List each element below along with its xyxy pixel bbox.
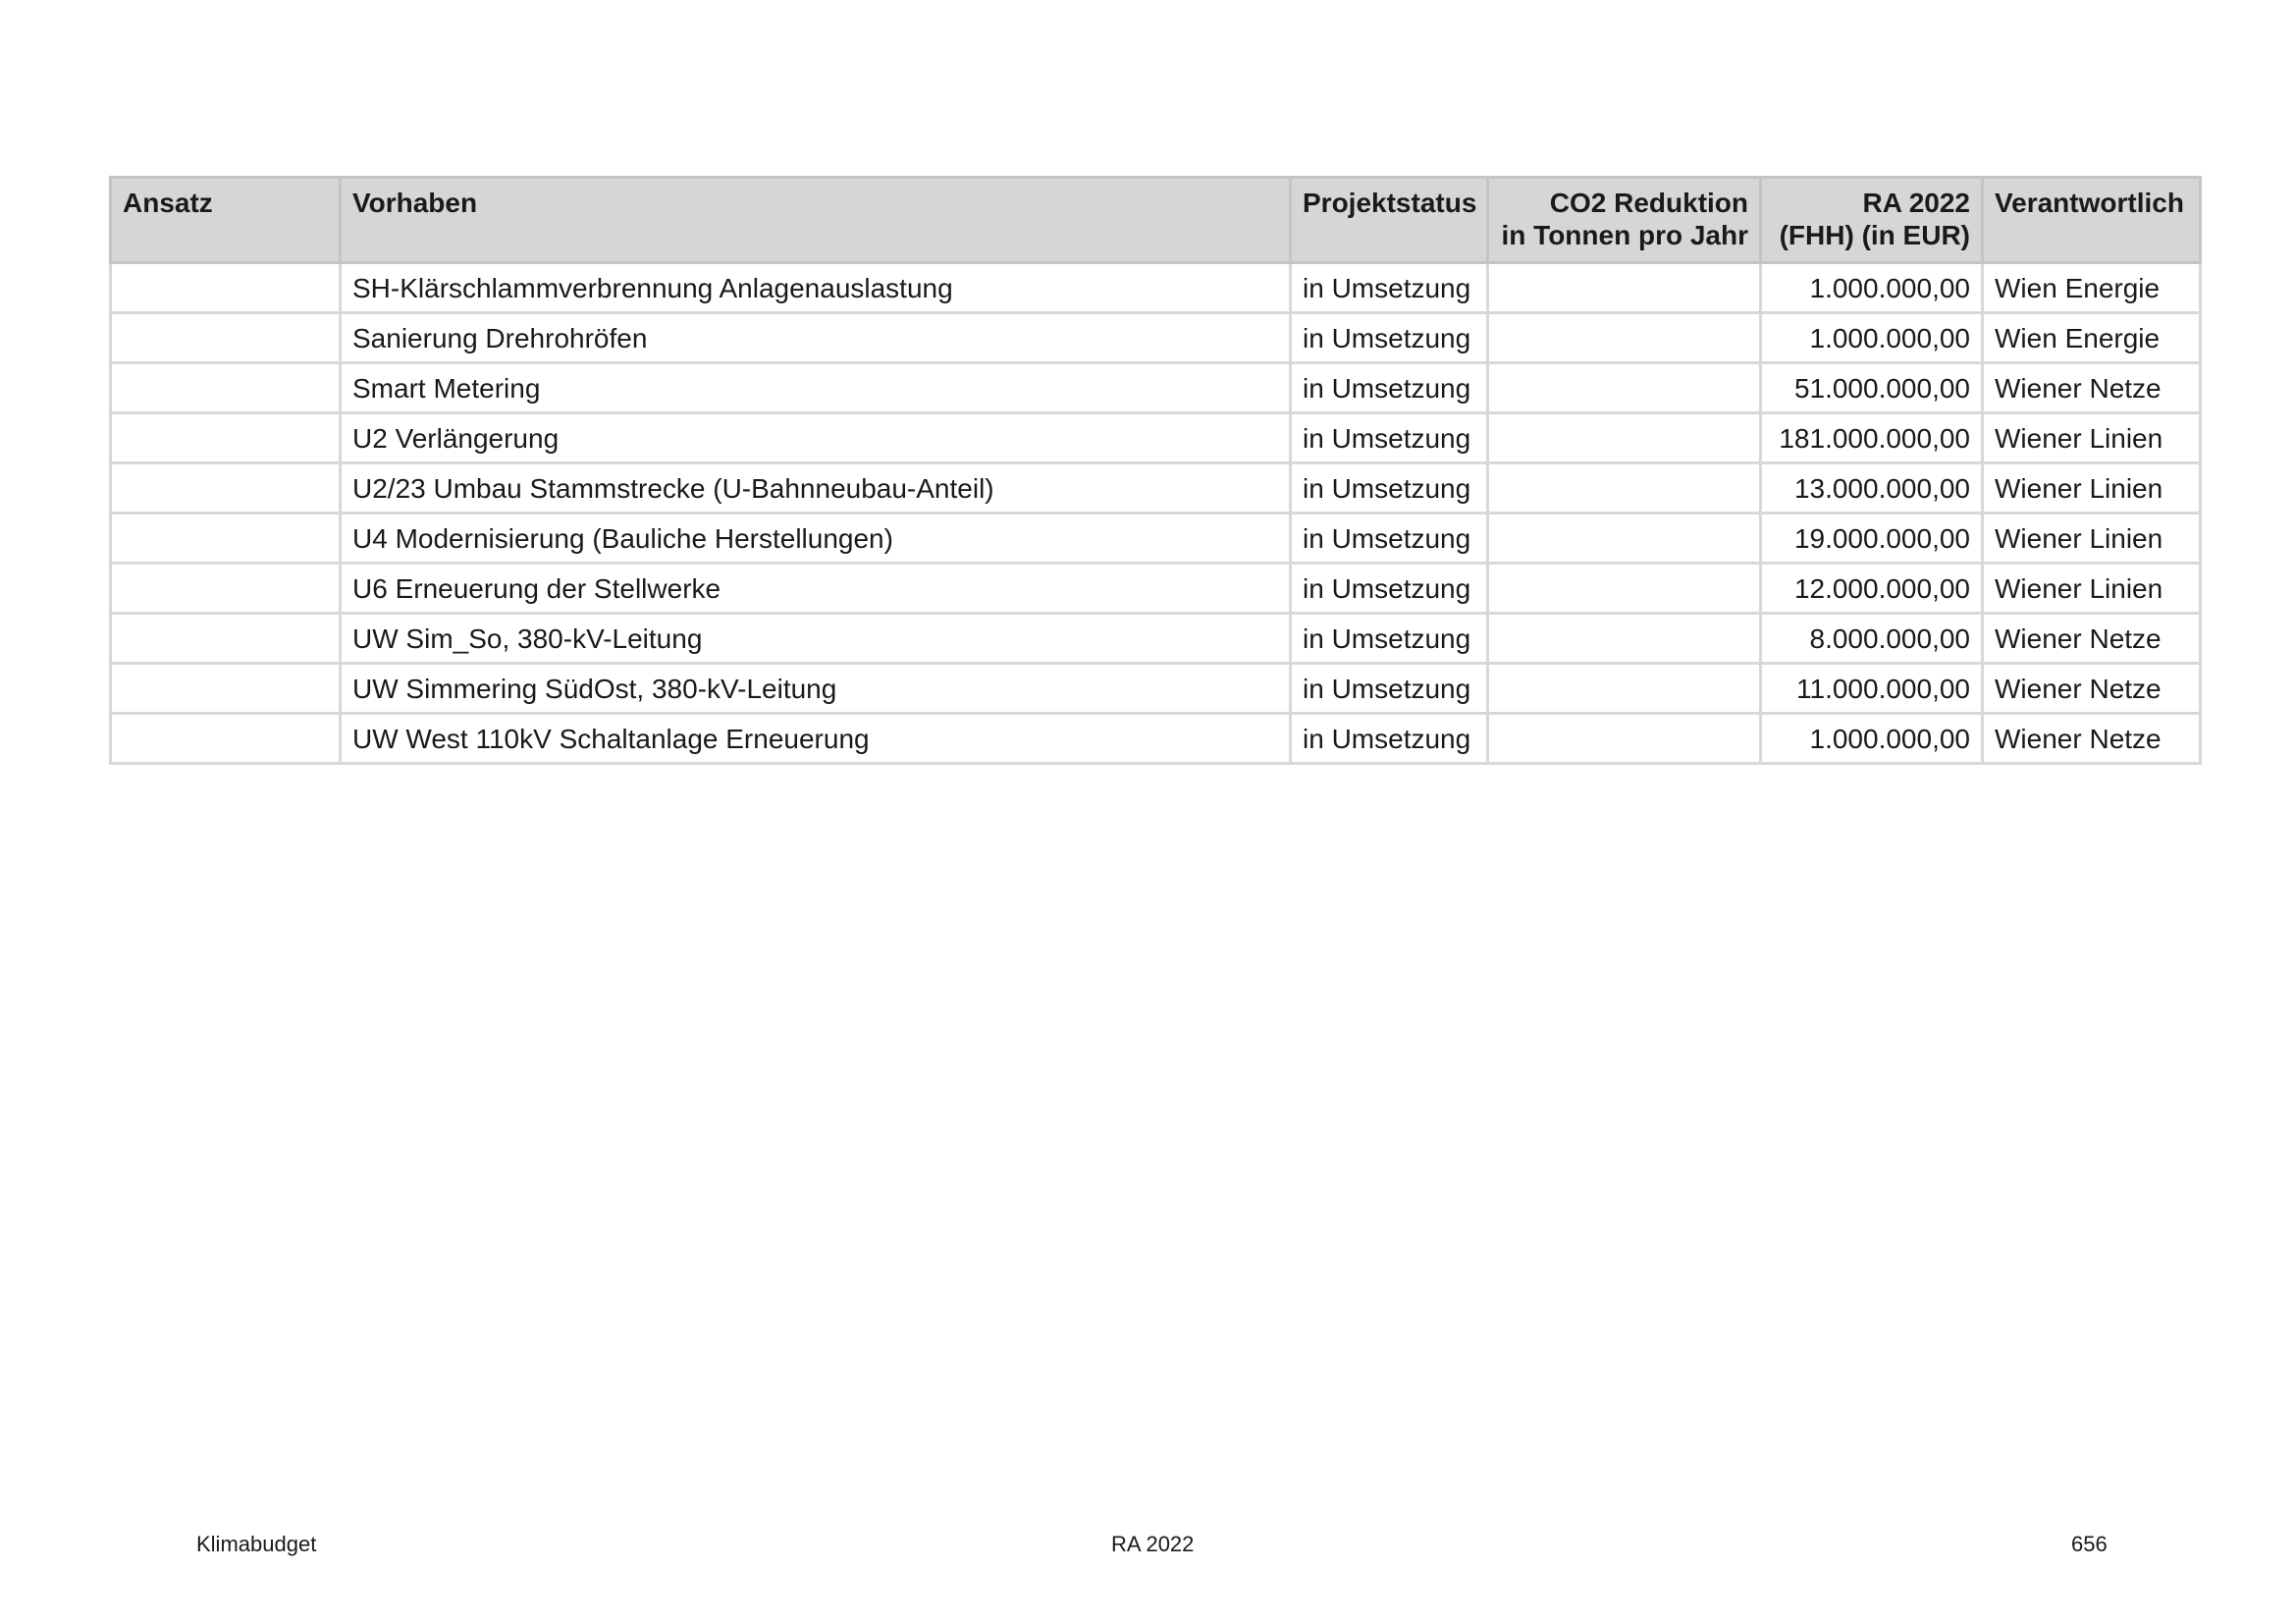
cell-vorhaben: Sanierung Drehrohröfen <box>341 313 1291 363</box>
cell-ra: 51.000.000,00 <box>1761 363 1983 413</box>
cell-ansatz <box>111 714 341 764</box>
cell-vorhaben: SH-Klärschlammverbrennung Anlagenauslastung <box>341 263 1291 313</box>
table-row <box>111 714 2201 764</box>
table-header-row <box>111 178 2201 263</box>
header-co2-line1: CO2 Reduktion <box>1549 188 1748 218</box>
cell-vorhaben: U2/23 Umbau Stammstrecke (U-Bahnneubau-Anteil) <box>341 463 1291 514</box>
cell-status: in Umsetzung <box>1291 564 1488 614</box>
cell-ra: 181.000.000,00 <box>1761 413 1983 463</box>
table-row <box>111 263 2201 313</box>
cell-ra: 1.000.000,00 <box>1761 263 1983 313</box>
cell-status: in Umsetzung <box>1291 614 1488 664</box>
cell-co2 <box>1488 413 1761 463</box>
header-ra-line2: (FHH) (in EUR) <box>1779 220 1970 250</box>
cell-verantwortlich: Wien Energie <box>1983 263 2201 313</box>
cell-status: in Umsetzung <box>1291 313 1488 363</box>
cell-ra: 19.000.000,00 <box>1761 514 1983 564</box>
cell-co2 <box>1488 564 1761 614</box>
cell-status: in Umsetzung <box>1291 664 1488 714</box>
cell-ra: 1.000.000,00 <box>1761 714 1983 764</box>
cell-status: in Umsetzung <box>1291 514 1488 564</box>
cell-verantwortlich: Wiener Linien <box>1983 564 2201 614</box>
header-ra-2022 <box>1761 178 1983 263</box>
cell-vorhaben: UW Simmering SüdOst, 380-kV-Leitung <box>341 664 1291 714</box>
cell-vorhaben: Smart Metering <box>341 363 1291 413</box>
cell-ra: 8.000.000,00 <box>1761 614 1983 664</box>
header-co2-line2: in Tonnen pro Jahr <box>1501 220 1748 250</box>
cell-verantwortlich: Wien Energie <box>1983 313 2201 363</box>
cell-ansatz <box>111 413 341 463</box>
cell-co2 <box>1488 614 1761 664</box>
cell-status: in Umsetzung <box>1291 263 1488 313</box>
cell-status: in Umsetzung <box>1291 413 1488 463</box>
cell-vorhaben: UW West 110kV Schaltanlage Erneuerung <box>341 714 1291 764</box>
table-row <box>111 664 2201 714</box>
cell-ra: 11.000.000,00 <box>1761 664 1983 714</box>
cell-ra: 12.000.000,00 <box>1761 564 1983 614</box>
footer-page-number: 656 <box>2071 1532 2108 1556</box>
table-row <box>111 463 2201 514</box>
cell-co2 <box>1488 664 1761 714</box>
cell-ansatz <box>111 263 341 313</box>
cell-verantwortlich: Wiener Netze <box>1983 614 2201 664</box>
cell-co2 <box>1488 313 1761 363</box>
table-row <box>111 514 2201 564</box>
cell-ra: 1.000.000,00 <box>1761 313 1983 363</box>
cell-co2 <box>1488 714 1761 764</box>
table-row <box>111 564 2201 614</box>
cell-co2 <box>1488 363 1761 413</box>
cell-vorhaben: UW Sim_So, 380-kV-Leitung <box>341 614 1291 664</box>
header-co2-reduktion <box>1488 178 1761 263</box>
cell-co2 <box>1488 263 1761 313</box>
table-row <box>111 363 2201 413</box>
cell-verantwortlich: Wiener Netze <box>1983 714 2201 764</box>
cell-verantwortlich: Wiener Linien <box>1983 514 2201 564</box>
cell-vorhaben: U6 Erneuerung der Stellwerke <box>341 564 1291 614</box>
cell-ansatz <box>111 514 341 564</box>
cell-ansatz <box>111 614 341 664</box>
footer-report-title: RA 2022 <box>1111 1532 1195 1556</box>
cell-co2 <box>1488 514 1761 564</box>
cell-status: in Umsetzung <box>1291 714 1488 764</box>
budget-table-container <box>109 176 2199 765</box>
table-row <box>111 313 2201 363</box>
cell-co2 <box>1488 463 1761 514</box>
header-projektstatus: Projektstatus <box>1291 178 1488 263</box>
cell-ansatz <box>111 664 341 714</box>
cell-ansatz <box>111 564 341 614</box>
cell-verantwortlich: Wiener Netze <box>1983 664 2201 714</box>
cell-vorhaben: U4 Modernisierung (Bauliche Herstellungen) <box>341 514 1291 564</box>
cell-verantwortlich: Wiener Netze <box>1983 363 2201 413</box>
cell-ansatz <box>111 463 341 514</box>
header-ra-line1: RA 2022 <box>1862 188 1970 218</box>
cell-status: in Umsetzung <box>1291 363 1488 413</box>
header-vorhaben: Vorhaben <box>341 178 1291 263</box>
cell-ra: 13.000.000,00 <box>1761 463 1983 514</box>
budget-table <box>109 176 2202 765</box>
table-row <box>111 413 2201 463</box>
cell-ansatz <box>111 363 341 413</box>
cell-verantwortlich: Wiener Linien <box>1983 463 2201 514</box>
footer-document-name: Klimabudget <box>196 1532 317 1556</box>
header-ansatz: Ansatz <box>111 178 341 263</box>
cell-ansatz <box>111 313 341 363</box>
cell-verantwortlich: Wiener Linien <box>1983 413 2201 463</box>
header-verantwortlich: Verantwortlich <box>1983 178 2201 263</box>
table-row <box>111 614 2201 664</box>
cell-status: in Umsetzung <box>1291 463 1488 514</box>
cell-vorhaben: U2 Verlängerung <box>341 413 1291 463</box>
